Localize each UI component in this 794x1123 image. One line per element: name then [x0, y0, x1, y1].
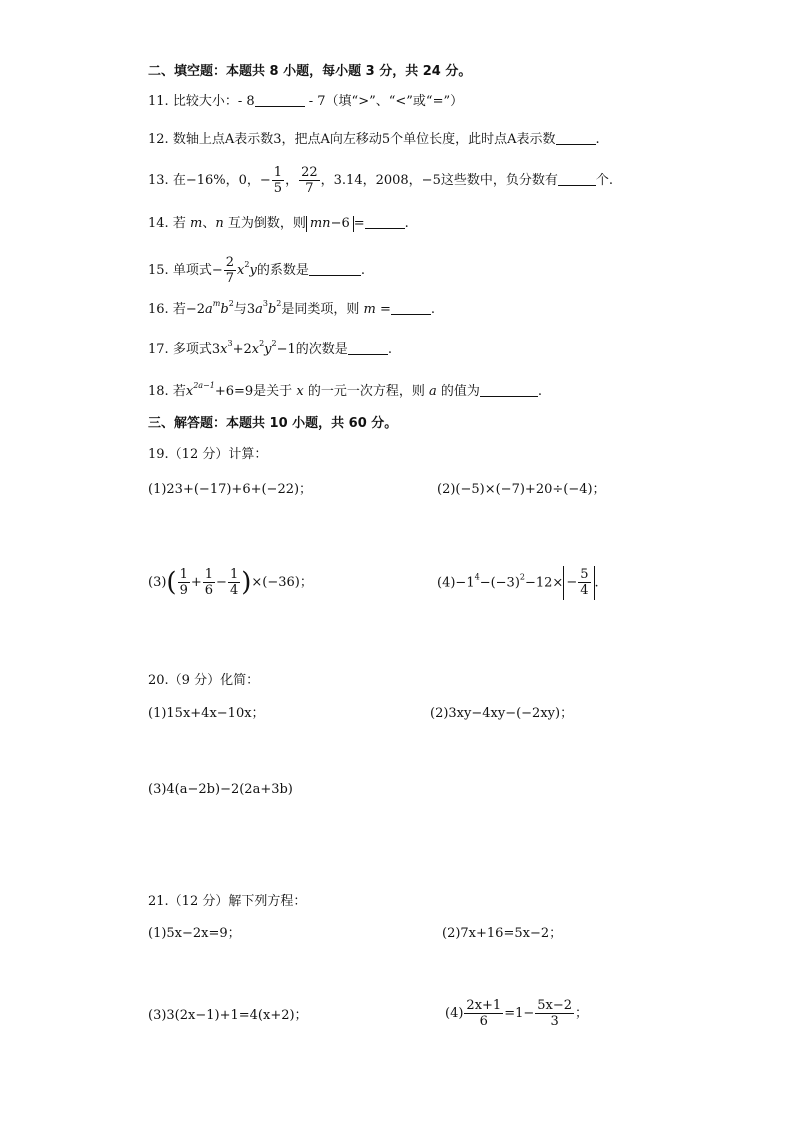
question-text: 比较大小：- 8: [172, 94, 255, 109]
question-14: 14. 若 m、n 互为倒数，则 mn−6 = .: [148, 216, 409, 231]
question-21-part-4: (4) $\frac{2x+1}{6}$ =1− $\frac{5x-2}{3}$ ；: [445, 998, 589, 1029]
question-17: 17. 多项式$3x^3+2x^2y^2-1$的次数是 .: [148, 339, 392, 357]
question-20-part-1: (1)15x+4x−10x；: [148, 706, 265, 721]
question-number: 11.: [148, 94, 169, 109]
question-13: 13. 在−16%，0，− $\frac{1}{5}$ ， $\frac{22}{7}$ ，3.14，2008，−5这些数中，负分数有 个.: [148, 165, 613, 196]
answer-blank: [365, 214, 405, 229]
answer-blank: [309, 261, 361, 276]
question-text: - 7（填“>”、“<”或“=”）: [308, 94, 464, 109]
question-19-part-3: (3)( $\frac{1}{9}$ + $\frac{1}{6}$ − $\frac{1}{4}$ )×(−36)；: [148, 567, 313, 598]
question-20-heading: 20.（9 分）化简：: [148, 673, 260, 688]
question-12: [148, 130, 600, 150]
variable-m: m: [189, 216, 203, 231]
question-number: 18.: [148, 384, 169, 399]
section-3-title: 三、解答题：本题共 10 小题，共 60 分。: [148, 416, 398, 431]
question-text: 数轴上点A表示数3，把点A向左移动5个单位长度，此时点A表示数: [172, 132, 556, 147]
question-20-part-2: (2)3xy−4xy−(−2xy)；: [430, 706, 574, 721]
question-number: 13.: [148, 173, 169, 188]
question-18: 18. 若$x^{2a-1}+6=9$是关于 x 的一元一次方程，则 a 的值为 .: [148, 381, 543, 399]
answer-blank: [348, 340, 388, 355]
answer-blank: [391, 300, 431, 315]
absolute-value: − $\frac{5}{4}$: [563, 566, 594, 600]
question-text: 个.: [595, 173, 613, 188]
question-21-heading: 21.（12 分）解下列方程：: [148, 894, 307, 909]
fraction-22-sevenths: $\frac{22}{7}$: [301, 165, 318, 196]
fraction-one-fifth: $\frac{1}{5}$: [273, 165, 283, 196]
question-19-part-4: $(4)-1^4-(-3)^2-12\times$ − $\frac{5}{4}$ .: [437, 567, 599, 598]
question-20-part-3: (3)4(a−2b)−2(2a+3b): [148, 782, 293, 797]
question-11: [148, 92, 463, 112]
question-text: ，3.14，2008，−5这些数中，负分数有: [320, 173, 558, 188]
question-16: 16. 若$-2a^mb^2$与$3a^3b^2$是同类项，则 m = .: [148, 299, 436, 317]
question-21-part-3: (3)3(2x−1)+1=4(x+2)；: [148, 1008, 308, 1023]
answer-blank: [558, 171, 596, 186]
question-number: 14.: [148, 216, 169, 231]
question-number: 16.: [148, 302, 169, 317]
question-19-part-1: (1)23+(−17)+6+(−22)；: [148, 482, 313, 497]
question-number: 12.: [148, 132, 169, 147]
absolute-value: mn−6: [306, 216, 354, 232]
question-number: 15.: [148, 263, 169, 278]
question-15: 15. 单项式− $\frac{2}{7}$ $x^2y$的系数是 .: [148, 255, 365, 286]
question-19-part-2: (2)(−5)×(−7)+20÷(−4)；: [437, 482, 606, 497]
section-2-title: 二、填空题：本题共 8 小题，每小题 3 分，共 24 分。: [148, 64, 472, 79]
question-text: 在−16%，0，: [172, 173, 260, 188]
answer-blank: [480, 382, 538, 397]
fraction-two-sevenths: $\frac{2}{7}$: [225, 255, 235, 286]
question-19-heading: 19.（12 分）计算：: [148, 447, 268, 462]
answer-blank: [255, 92, 305, 107]
variable-n: n: [215, 216, 224, 231]
period: .: [595, 132, 600, 147]
question-21-part-1: (1)5x−2x=9；: [148, 926, 241, 941]
answer-blank: [556, 130, 596, 145]
question-21-part-2: (2)7x+16=5x−2；: [442, 926, 563, 941]
minus-sign: −: [259, 173, 271, 188]
question-number: 17.: [148, 342, 169, 357]
